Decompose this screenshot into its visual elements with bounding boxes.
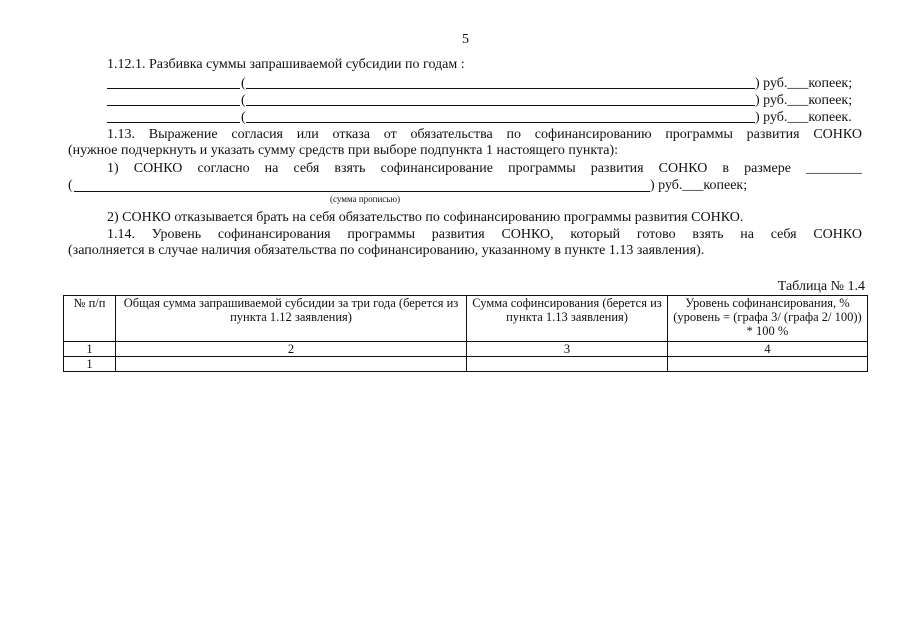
option-2-text: 2) СОНКО отказывается брать на себя обязательство по софинансированию программы развития СОНКО.	[107, 210, 744, 225]
amount-words-blank[interactable]	[246, 105, 755, 106]
table-header-row	[64, 296, 868, 342]
row-number-cell: 1	[64, 357, 116, 372]
header-cell: Общая сумма запрашиваемой субсидии за три года (берется из пункта 1.12 заявления)	[116, 296, 467, 342]
rub-kop-suffix: ) руб.___копеек.	[755, 110, 852, 125]
header-cell: Уровень софинансирования, % (уровень = (графа 3/ (графа 2/ 100)) * 100 %	[668, 296, 868, 342]
number-cell: 3	[467, 342, 668, 357]
section-1-14-line1: 1.14. Уровень софинансирования программы развития СОНКО, который готово взять на себя СОНКО	[107, 227, 862, 242]
year-blank[interactable]	[107, 88, 240, 89]
page-number: 5	[462, 32, 469, 47]
paren: (	[68, 178, 73, 193]
table-row	[64, 357, 868, 372]
header-cell: Сумма софинсирования (берется из пункта 1.13 заявления)	[467, 296, 668, 342]
section-1-13-line1: 1.13. Выражение согласия или отказа от обязательства по софинансированию программы развития СОНКО	[107, 127, 862, 142]
option-1-text: 1) СОНКО согласно на себя взять софинансирование программы развития СОНКО в размере ________	[107, 161, 862, 176]
amount-words-blank[interactable]	[246, 88, 755, 89]
year-blank[interactable]	[107, 105, 240, 106]
cofinancing-sum-cell[interactable]	[467, 357, 668, 372]
cofinancing-amount-blank[interactable]	[74, 191, 650, 192]
number-cell: 1	[64, 342, 116, 357]
section-1-14-line2: (заполняется в случае наличия обязательства по софинансированию, указанному в пункте 1.13 заявления).	[68, 243, 705, 258]
amount-words-blank[interactable]	[246, 122, 755, 123]
rub-kop-suffix: ) руб.___копеек;	[650, 178, 748, 193]
amount-in-words-caption: (сумма прописью)	[330, 194, 401, 204]
rub-kop-suffix: ) руб.___копеек;	[755, 76, 853, 91]
section-1-12-1-heading: 1.12.1. Разбивка суммы запрашиваемой субсидии по годам :	[107, 57, 465, 72]
column-numbering-row	[64, 342, 868, 357]
section-1-13-line2: (нужное подчеркнуть и указать сумму средств при выборе подпункта 1 настоящего пункта):	[68, 143, 619, 158]
year-blank[interactable]	[107, 122, 240, 123]
table-caption: Таблица № 1.4	[777, 279, 865, 294]
paren: (	[241, 76, 246, 91]
header-cell: № п/п	[64, 296, 116, 342]
cofinancing-level-cell[interactable]	[668, 357, 868, 372]
rub-kop-suffix: ) руб.___копеек;	[755, 93, 853, 108]
number-cell: 2	[116, 342, 467, 357]
total-subsidy-cell[interactable]	[116, 357, 467, 372]
paren: (	[241, 110, 246, 125]
number-cell: 4	[668, 342, 868, 357]
paren: (	[241, 93, 246, 108]
cofinancing-table	[63, 295, 868, 372]
